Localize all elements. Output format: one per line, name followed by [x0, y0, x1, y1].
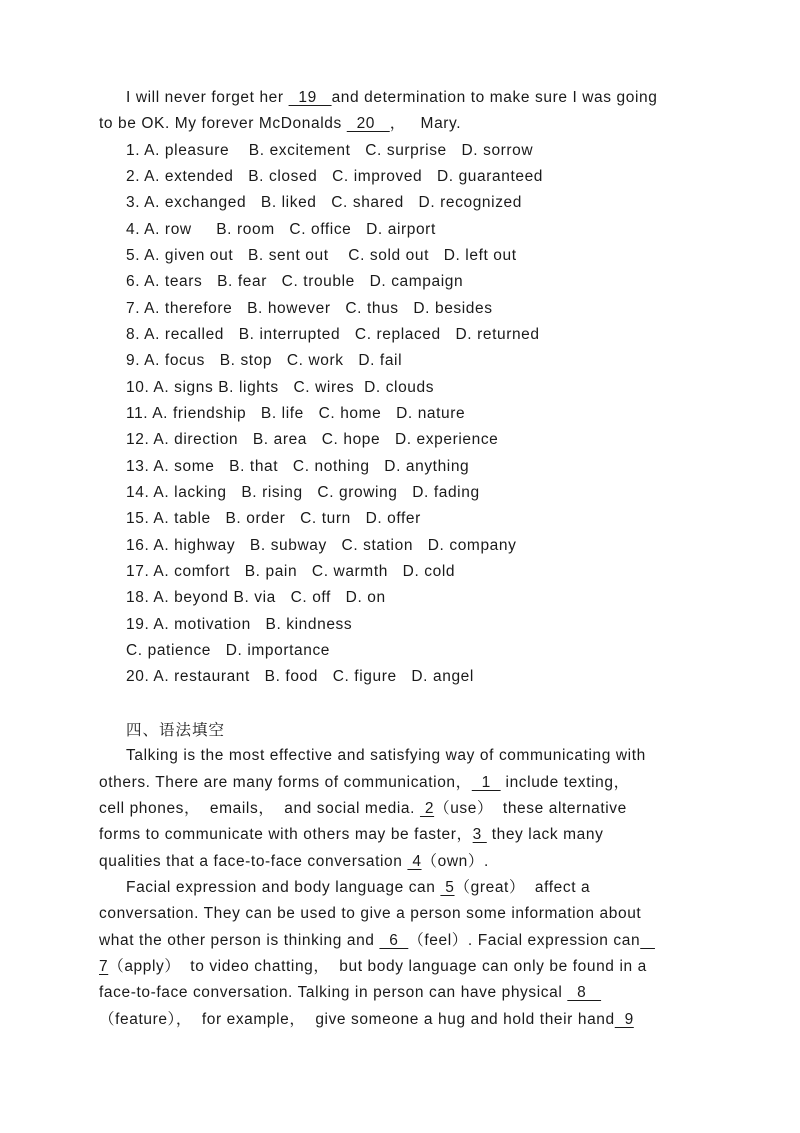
option-line-6: 6. A. tears B. fear C. trouble D. campaign	[126, 273, 464, 290]
blank-2: 2	[419, 800, 435, 817]
option-line-8: 8. A. recalled B. interrupted C. replaced D. returned	[126, 326, 540, 343]
option-line-7: 7. A. therefore B. however C. thus D. besides	[126, 300, 493, 317]
option-line-5: 5. A. given out B. sent out C. sold out D. left out	[126, 247, 517, 264]
passage-line-7: conversation. They can be used to give a person some information about	[99, 905, 642, 922]
blank-4: 4	[407, 853, 422, 870]
section-title: 四、语法填空	[126, 721, 226, 739]
intro-text: I will never forget her	[126, 89, 289, 106]
passage-line-10: face-to-face conversation. Talking in person can have physical 8	[99, 984, 602, 1001]
passage-line-2: others. There are many forms of communication， 1 include texting，	[99, 774, 630, 791]
passage-line-11: （feature）， for example， give someone a hug and hold their hand 9	[99, 1011, 634, 1028]
option-line-10: 10. A. signs B. lights C. wires D. clouds	[126, 379, 435, 396]
passage-line-3: cell phones， emails， and social media. 2（use） these alternative	[99, 800, 627, 817]
passage-line-6: Facial expression and body language can 5（great） affect a	[126, 879, 591, 896]
blank-6: 6	[379, 932, 409, 949]
option-line-14: 14. A. lacking B. rising C. growing D. fading	[126, 484, 480, 501]
intro-text: to be OK. My forever McDonalds	[99, 115, 347, 132]
option-line-18: 18. A. beyond B. via C. off D. on	[126, 589, 386, 606]
blank-19: 19	[288, 89, 332, 106]
blank-7-start	[640, 932, 655, 949]
intro-line-2	[99, 114, 461, 134]
blank-1: 1	[471, 774, 501, 791]
intro-text: and determination to make sure I was going	[331, 89, 658, 106]
passage-line-4: forms to communicate with others may be faster，3 they lack many	[99, 826, 604, 843]
blank-3: 3	[472, 826, 487, 843]
option-line-20: 20. A. restaurant B. food C. figure D. angel	[126, 668, 474, 685]
option-line-3: 3. A. exchanged B. liked C. shared D. recognized	[126, 194, 522, 211]
option-line-15: 15. A. table B. order C. turn D. offer	[126, 510, 421, 527]
intro-line-1	[126, 88, 657, 108]
blank-9: 9	[614, 1011, 634, 1028]
passage-line-9: 7（apply） to video chatting， but body language can only be found in a	[99, 958, 647, 975]
option-line-13: 13. A. some B. that C. nothing D. anything	[126, 458, 470, 475]
blank-5: 5	[440, 879, 455, 896]
blank-20: 20	[346, 115, 390, 132]
option-line-16: 16. A. highway B. subway C. station D. company	[126, 537, 517, 554]
intro-text: ， Mary.	[389, 115, 462, 132]
option-line-19-cont: C. patience D. importance	[126, 642, 331, 659]
option-line-2: 2. A. extended B. closed C. improved D. guaranteed	[126, 168, 544, 185]
passage-line-1: Talking is the most effective and satisfying way of communicating with	[126, 747, 646, 764]
option-line-19: 19. A. motivation B. kindness	[126, 616, 353, 633]
option-line-12: 12. A. direction B. area C. hope D. experience	[126, 431, 499, 448]
option-line-1: 1. A. pleasure B. excitement C. surprise D. sorrow	[126, 142, 534, 159]
option-line-11: 11. A. friendship B. life C. home D. nature	[126, 405, 466, 422]
passage-line-8: what the other person is thinking and 6 （feel）. Facial expression can	[99, 931, 655, 951]
option-line-17: 17. A. comfort B. pain C. warmth D. cold	[126, 563, 456, 580]
option-line-4: 4. A. row B. room C. office D. airport	[126, 221, 436, 238]
blank-8: 8	[567, 984, 602, 1001]
blank-7: 7	[99, 958, 109, 975]
passage-line-5: qualities that a face-to-face conversation 4（own）.	[99, 853, 489, 870]
option-line-9: 9. A. focus B. stop C. work D. fail	[126, 352, 403, 369]
